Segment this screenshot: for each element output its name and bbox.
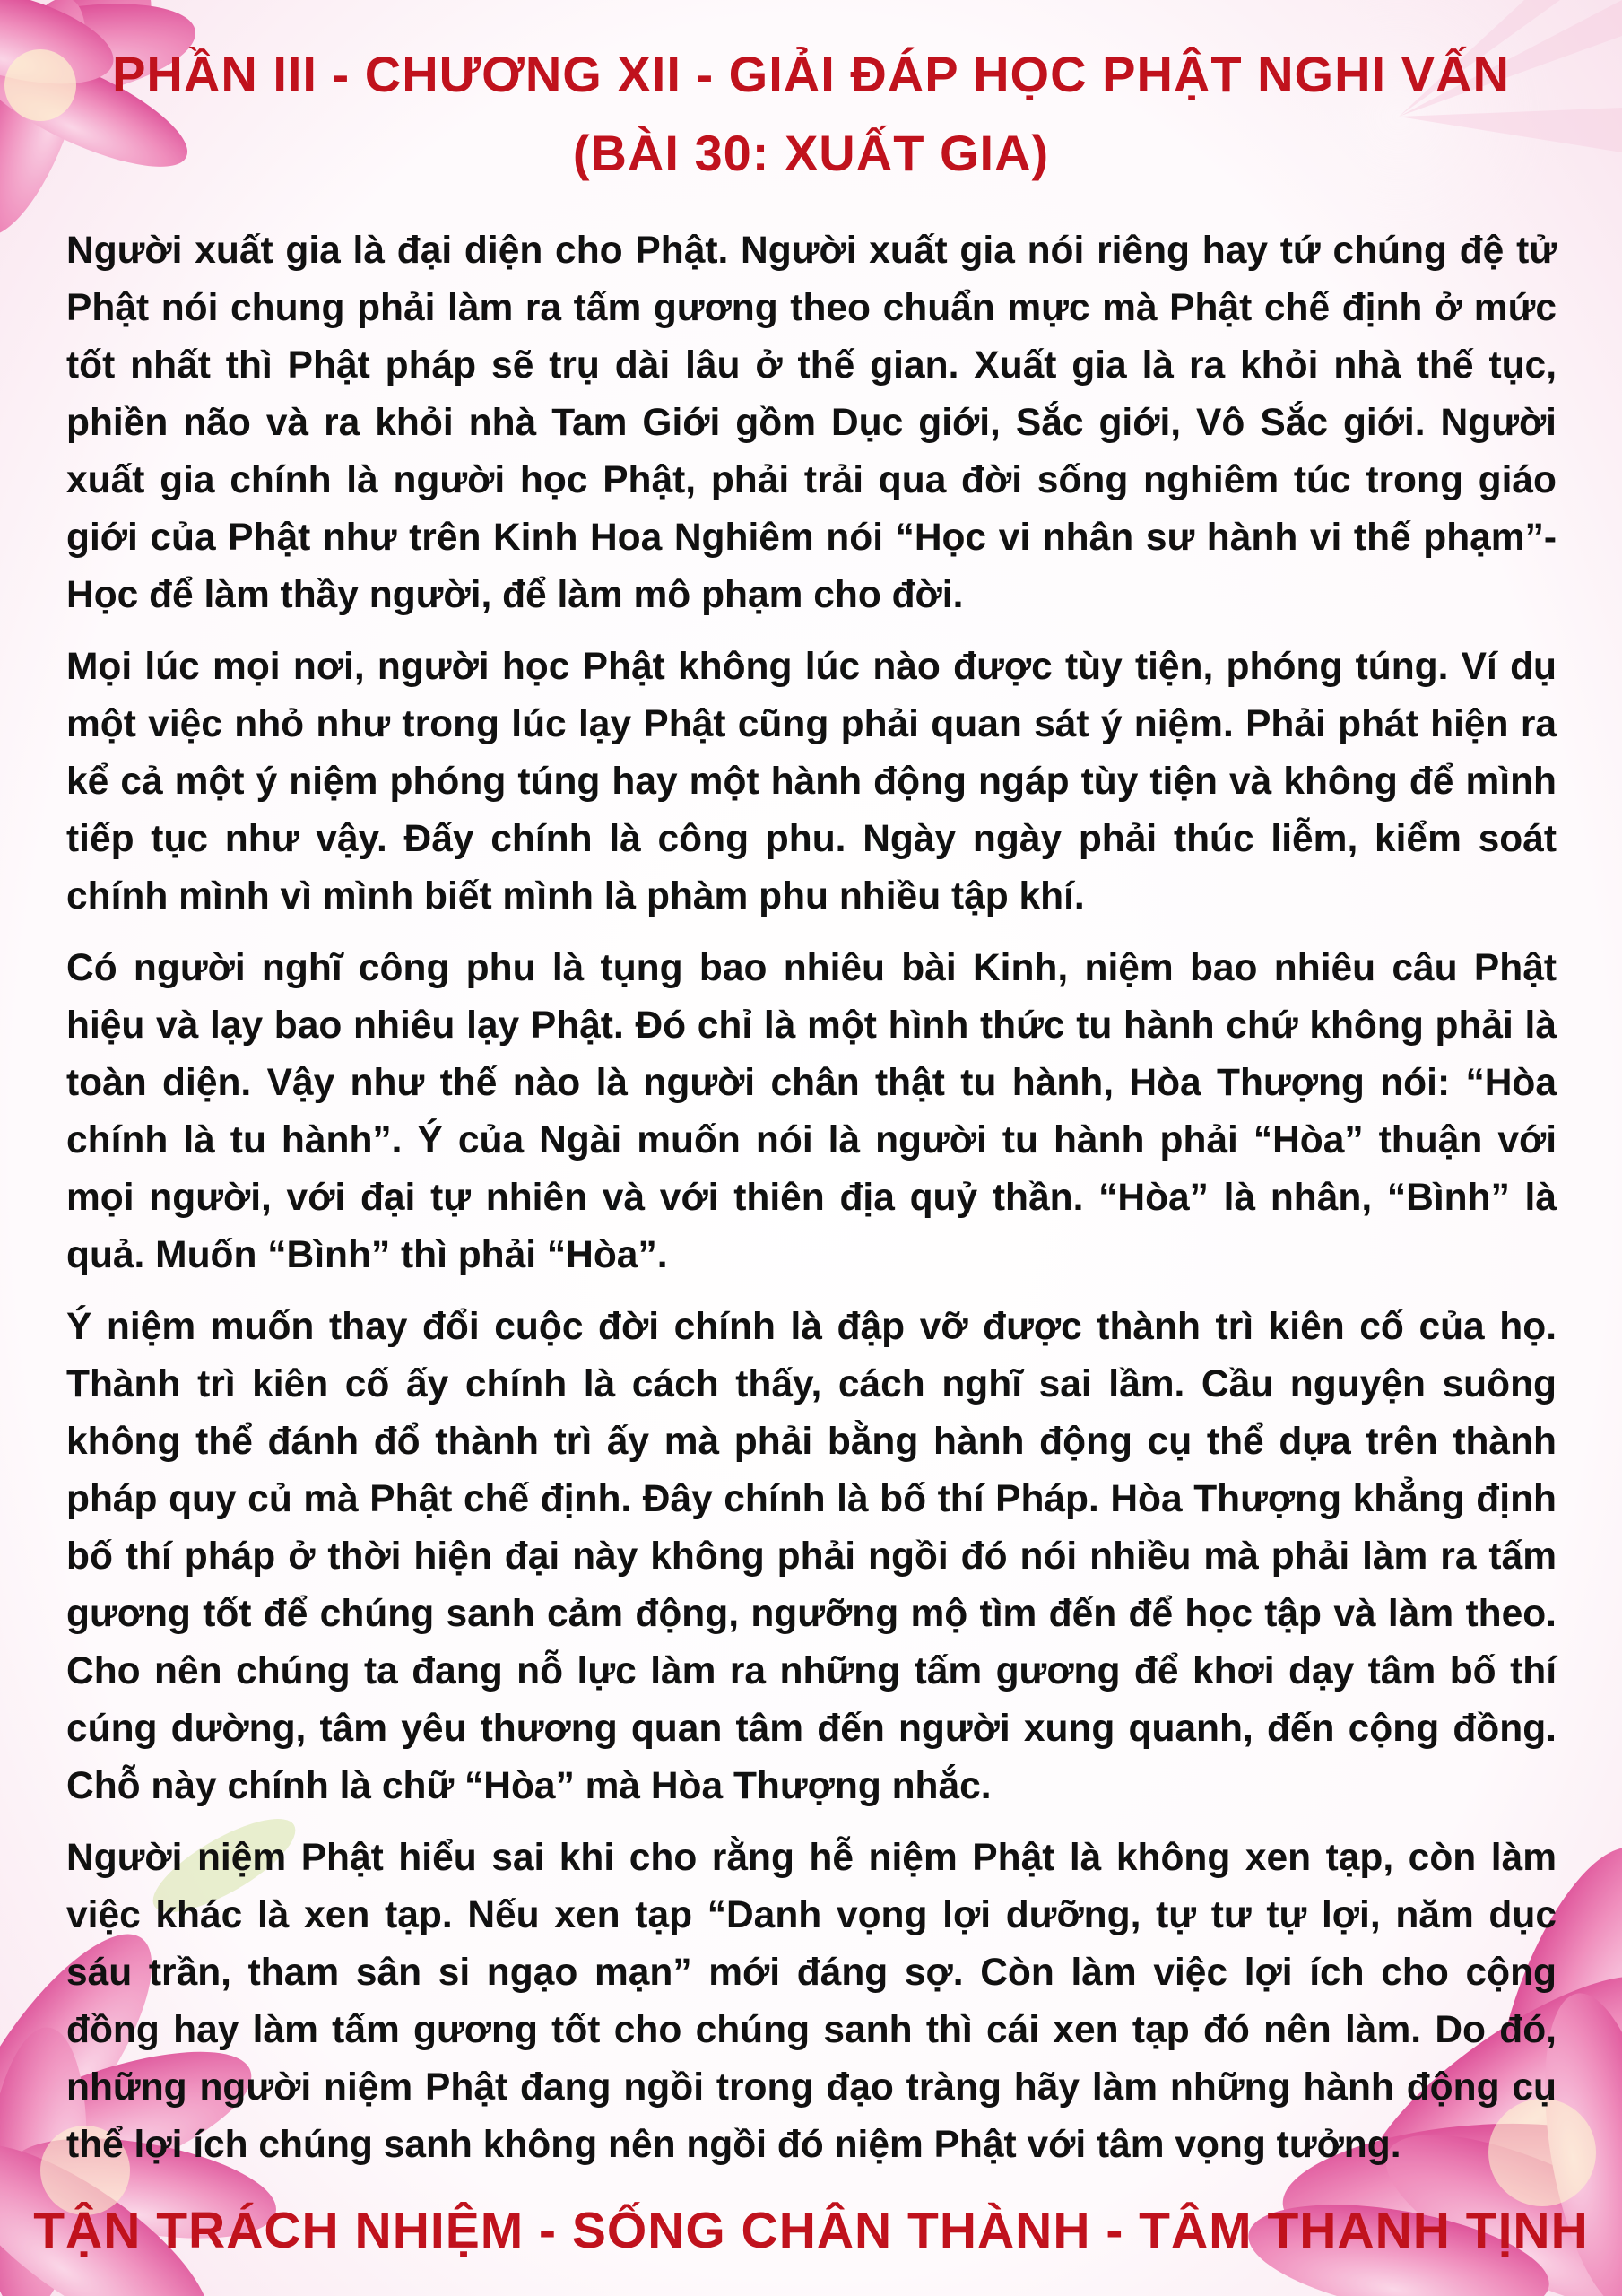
lesson-title: (BÀI 30: XUẤT GIA) [572, 125, 1050, 181]
paragraph-2: Mọi lúc mọi nơi, người học Phật không lúc nào được tùy tiện, phóng túng. Ví dụ một việc nhỏ như trong lúc lạy Phật cũng phải quan sát ý niệm. Phải phát hiện ra kể cả một ý niệm phóng túng hay một hành động ngáp tùy tiện và không để mình tiếp tục như vậy. Đấy chính là công phu. Ngày ngày phải thúc liễm, kiểm soát chính mình vì mình biết mình là phàm phu nhiều tập khí. [66, 646, 1557, 918]
chapter-title: PHẦN III - CHƯƠNG XII - GIẢI ĐÁP HỌC PHẬT NGHI VẤN [112, 46, 1510, 102]
paragraph-3: Có người nghĩ công phu là tụng bao nhiêu bài Kinh, niệm bao nhiêu câu Phật hiệu và lạy bao nhiêu lạy Phật. Đó chỉ là một hình thức tu hành chứ không phải là toàn diện. Vậy như thế nào là người chân thật tu hành, Hòa Thượng nói: “Hòa chính là tu hành”. Ý của Ngài muốn nói là người tu hành phải “Hòa” thuận với mọi người, với đại tự nhiên và với thiên địa quỷ thần. “Hòa” là nhân, “Bình” là quả. Muốn “Bình” thì phải “Hòa”. [66, 947, 1557, 1276]
paragraph-5: Người niệm Phật hiểu sai khi cho rằng hễ niệm Phật là không xen tạp, còn làm việc khác là xen tạp. Nếu xen tạp “Danh vọng lợi dưỡng, tự tư tự lợi, năm dục sáu trần, tham sân si ngạo mạn” mới đáng sợ. Còn làm việc lợi ích cho cộng đồng hay làm tấm gương tốt cho chúng sanh thì cái xen tạp đó nên làm. Do đó, những người niệm Phật đang ngồi trong đạo tràng hãy làm những hành động cụ thể lợi ích chúng sanh không nên ngồi đó niệm Phật với tâm vọng tưởng. [66, 1837, 1557, 2166]
paragraph-1: Người xuất gia là đại diện cho Phật. Người xuất gia nói riêng hay tứ chúng đệ tử Phật nói chung phải làm ra tấm gương theo chuẩn mực mà Phật chế định ở mức tốt nhất thì Phật pháp sẽ trụ dài lâu ở thế gian. Xuất gia là ra khỏi nhà thế tục, phiền não và ra khỏi nhà Tam Giới gồm Dục giới, Sắc giới, Vô Sắc giới. Người xuất gia chính là người học Phật, phải trải qua đời sống nghiêm túc trong giáo giới của Phật như trên Kinh Hoa Nghiêm nói “Học vi nhân sư hành vi thế phạm”- Học để làm thầy người, để làm mô phạm cho đời. [66, 230, 1557, 616]
footer-motto: TẬN TRÁCH NHIỆM - SỐNG CHÂN THÀNH - TÂM THANH TỊNH [33, 2202, 1589, 2259]
article-body [66, 222, 1557, 2188]
paragraph-4: Ý niệm muốn thay đổi cuộc đời chính là đập vỡ được thành trì kiên cố của họ. Thành trì kiên cố ấy chính là cách thấy, cách nghĩ sai lầm. Cầu nguyện suông không thể đánh đổ thành trì ấy mà phải bằng hành động cụ thể dựa trên thành pháp quy củ mà Phật chế định. Đây chính là bố thí Pháp. Hòa Thượng khẳng định bố thí pháp ở thời hiện đại này không phải ngồi đó nói nhiều mà phải làm ra tấm gương tốt để chúng sanh cảm động, ngưỡng mộ tìm đến để học tập và làm theo. Cho nên chúng ta đang nỗ lực làm ra những tấm gương để khơi dạy tâm bố thí cúng dường, tâm yêu thương quan tâm đến người xung quanh, đến cộng đồng. Chỗ này chính là chữ “Hòa” mà Hòa Thượng nhắc. [66, 1306, 1557, 1807]
